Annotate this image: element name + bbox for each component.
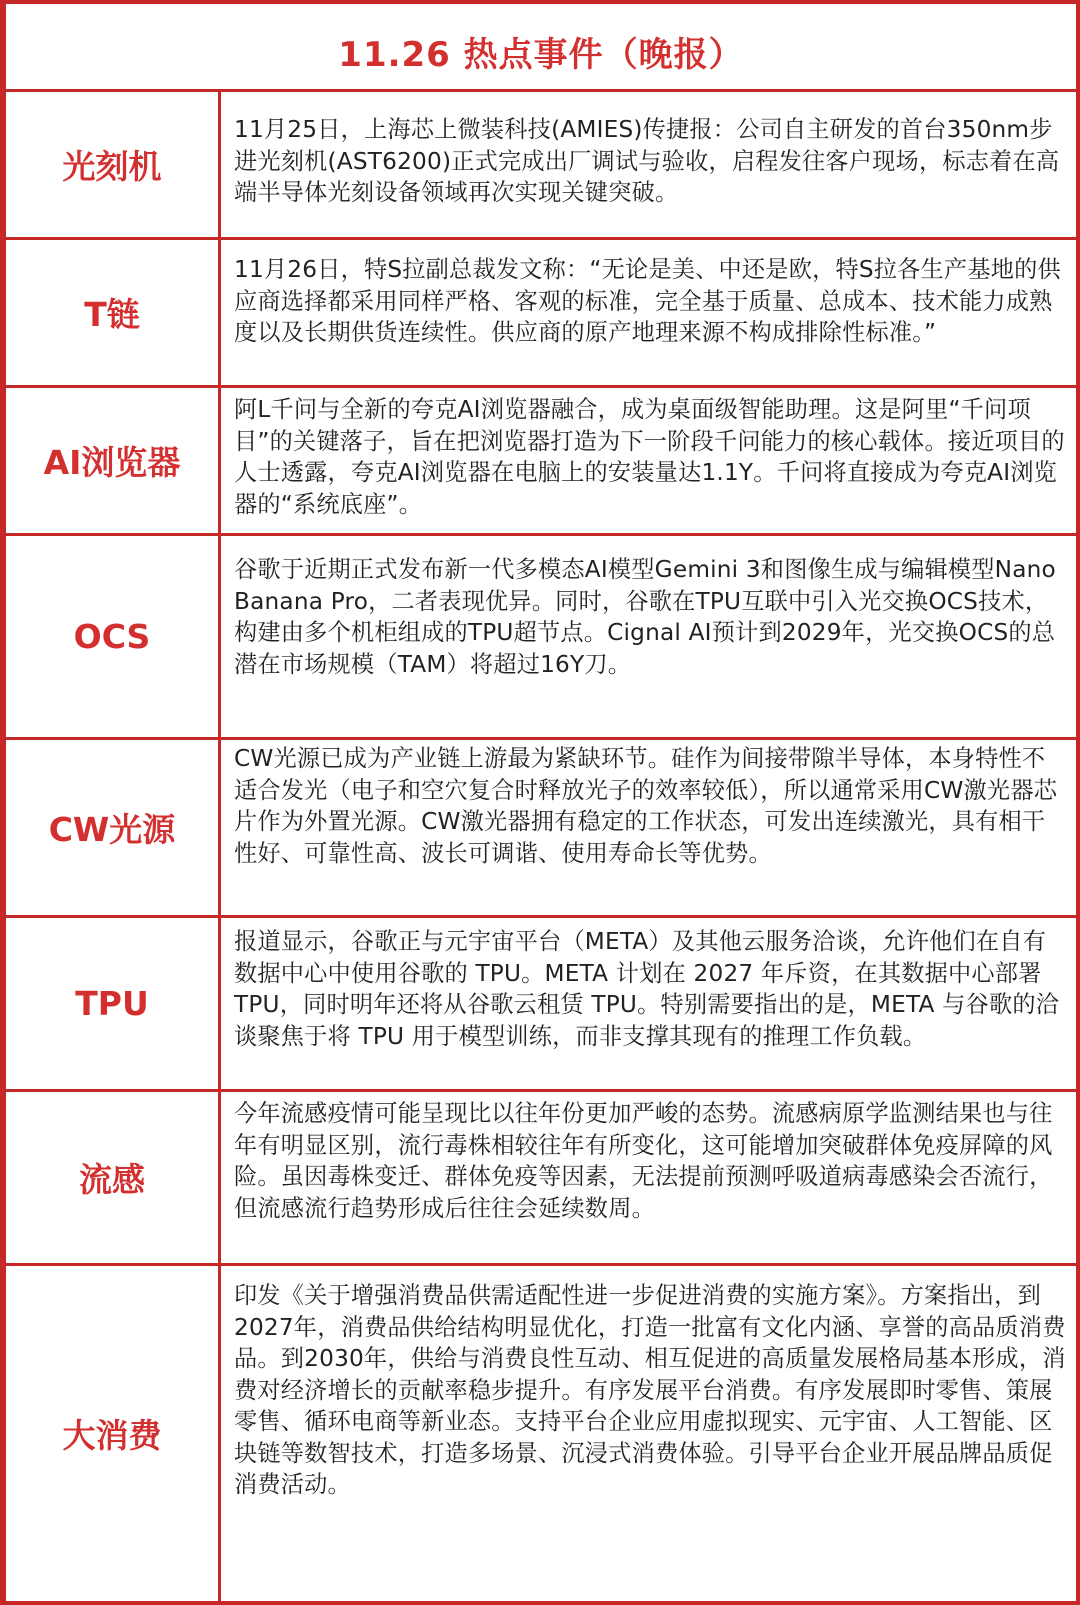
news-text: 11月25日，上海芯上微装科技(AMIES)传捷报：公司自主研发的首台350nm步进光刻机(AST6200)正式完成出厂调试与验收，启程发往客户现场，标志着在高端半导体光刻设备领域再次实现关键突破。 [234,116,1060,206]
news-text: CW光源已成为产业链上游最为紧缺环节。硅作为间接带隙半导体，本身特性不适合发光（电子和空穴复合时释放光子的效率较低），所以通常采用CW激光器芯片作为外置光源。CW激光器拥有稳定的工作状态，可发出连续激光，具有相干性好、可靠性高、波长可调谐、使用寿命长等优势。 [234,745,1058,867]
news-row-lithography [6,92,1076,240]
category-label: 光刻机 [6,92,221,237]
news-row-tpu [6,918,1076,1092]
news-row-ai-browser [6,388,1076,536]
news-row-cw-light-source [6,740,1076,918]
category-label: 大消费 [6,1266,221,1601]
news-row-t-chain [6,240,1076,388]
title-row [6,14,1076,92]
news-text: 报道显示，谷歌正与元宇宙平台（META）及其他云服务洽谈，允许他们在自有数据中心中使用谷歌的 TPU。META 计划在 2027 年斥资，在其数据中心部署 TPU，同时明年还将从谷歌云租赁 TPU。特别需要指出的是，META 与谷歌的洽谈聚焦于将 TPU 用于模型训练，而非支撑其现有的推理工作负载。 [234,928,1060,1050]
news-text: 印发《关于增强消费品供需适配性进一步促进消费的实施方案》。方案指出，到2027年，消费品供给结构明显优化，打造一批富有文化内涵、享誉的高品质消费品。到2030年，供给与消费良性互动、相互促进的高质量发展格局基本形成，消费对经济增长的贡献率稳步提升。有序发展平台消费。有序发展即时零售、策展零售、循环电商等新业态。支持平台企业应用虚拟现实、元宇宙、人工智能、区块链等数智技术，打造多场景、沉浸式消费体验。引导平台企业开展品牌品质促消费活动。 [234,1282,1066,1498]
category-label: AI浏览器 [6,388,221,533]
category-label: CW光源 [6,740,221,915]
category-label: 流感 [6,1092,221,1263]
news-text: 今年流感疫情可能呈现比以往年份更加严峻的态势。流感病原学监测结果也与往年有明显区别，流行毒株相较往年有所变化，这可能增加突破群体免疫屏障的风险。虽因毒株变迁、群体免疫等因素，无法提前预测呼吸道病毒感染会否流行，但流感流行趋势形成后往往会延续数周。 [234,1100,1053,1222]
page-title: 11.26 热点事件（晚报） [338,35,744,75]
category-label: OCS [6,536,221,737]
news-row-ocs [6,536,1076,740]
news-row-consumption [6,1266,1076,1601]
news-text: 阿L千问与全新的夸克AI浏览器融合，成为桌面级智能助理。这是阿里“千问项目”的关键落子，旨在把浏览器打造为下一阶段千问能力的核心载体。接近项目的人士透露，夸克AI浏览器在电脑上的安装量达1.1Y。千问将直接成为夸克AI浏览器的“系统底座”。 [234,396,1065,518]
news-row-flu [6,1092,1076,1266]
category-label: T链 [6,240,221,385]
news-text: 11月26日，特S拉副总裁发文称：“无论是美、中还是欧，特S拉各生产基地的供应商选择都采用同样严格、客观的标准，完全基于质量、总成本、技术能力成熟度以及长期供货连续性。供应商的原产地理来源不构成排除性标准。” [234,256,1061,346]
news-text: 谷歌于近期正式发布新一代多模态AI模型Gemini 3和图像生成与编辑模型Nano Banana Pro，二者表现优异。同时，谷歌在TPU互联中引入光交换OCS技术，构建由多个机柜组成的TPU超节点。Cignal AI预计到2029年，光交换OCS的总潜在市场规模（TAM）将超过16Y刀。 [234,556,1056,678]
category-label: TPU [6,918,221,1089]
